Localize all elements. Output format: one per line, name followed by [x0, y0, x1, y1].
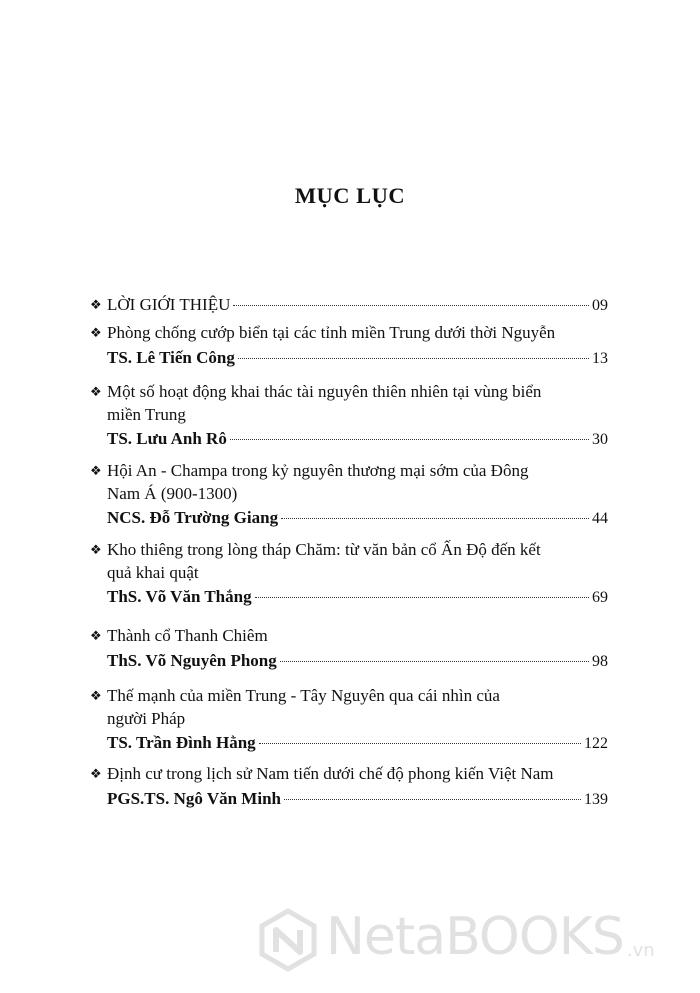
- toc-author: TS. Lưu Anh Rô: [107, 429, 227, 448]
- toc-title-line: người Pháp: [107, 709, 186, 728]
- toc-entry: [90, 685, 608, 755]
- page-number: 139: [584, 791, 608, 808]
- bullet-icon: ❖: [90, 463, 102, 478]
- toc-author: TS. Lê Tiến Công: [107, 348, 235, 367]
- page-number: 13: [592, 350, 608, 367]
- page-number: 09: [592, 297, 608, 314]
- toc-entry: [90, 381, 608, 451]
- toc-entry: [90, 294, 608, 317]
- dot-leader: [255, 597, 589, 598]
- bullet-icon: ❖: [90, 325, 102, 340]
- toc-title-line: Kho thiêng trong lòng tháp Chăm: từ văn bản cổ Ấn Độ đến kết: [107, 540, 541, 559]
- toc-entry: [90, 460, 608, 530]
- dot-leader: [280, 661, 589, 662]
- dot-leader: [259, 743, 581, 744]
- bullet-icon: ❖: [90, 542, 102, 557]
- dot-leader: [233, 305, 589, 306]
- watermark-suffix: .vn: [626, 939, 655, 961]
- toc-entry: [90, 322, 608, 370]
- toc-author: PGS.TS. Ngô Văn Minh: [107, 789, 281, 808]
- dot-leader: [284, 799, 581, 800]
- toc-title-line: miền Trung: [107, 405, 186, 424]
- toc-author: NCS. Đỗ Trường Giang: [107, 508, 279, 527]
- page-number: 69: [592, 589, 608, 606]
- toc-title-line: Thành cổ Thanh Chiêm: [107, 626, 268, 645]
- dot-leader: [281, 518, 589, 519]
- dot-leader: [238, 358, 589, 359]
- toc-author: TS. Trần Đình Hằng: [107, 733, 256, 752]
- toc-title-line: Một số hoạt động khai thác tài nguyên thiên nhiên tại vùng biển: [107, 382, 542, 401]
- toc-title-line: LỜI GIỚI THIỆU: [107, 295, 231, 314]
- bullet-icon: ❖: [90, 628, 102, 643]
- watermark: [258, 905, 700, 975]
- toc-title-line: Nam Á (900-1300): [107, 484, 238, 503]
- toc-title-line: quả khai quật: [107, 563, 199, 582]
- toc-author: ThS. Võ Nguyên Phong: [107, 651, 277, 670]
- page-number: 98: [592, 653, 608, 670]
- toc-title-line: Hội An - Champa trong kỷ nguyên thương mại sớm của Đông: [107, 461, 529, 480]
- toc-entry: [90, 625, 608, 673]
- toc-entry: [90, 763, 608, 811]
- toc-author: ThS. Võ Văn Thắng: [107, 587, 252, 606]
- toc-title-line: Phòng chống cướp biển tại các tỉnh miền Trung dưới thời Nguyễn: [107, 323, 556, 342]
- toc-entry: [90, 539, 608, 609]
- bullet-icon: ❖: [90, 766, 102, 781]
- bullet-icon: ❖: [90, 688, 102, 703]
- page-number: 30: [592, 431, 608, 448]
- netabooks-logo-icon: [258, 908, 318, 972]
- page-number: 44: [592, 510, 608, 527]
- toc-title-line: Thế mạnh của miền Trung - Tây Nguyên qua cái nhìn của: [107, 686, 500, 705]
- bullet-icon: ❖: [90, 297, 102, 312]
- bullet-icon: ❖: [90, 384, 102, 399]
- dot-leader: [230, 439, 589, 440]
- watermark-brand: NetaBOOKS: [326, 907, 624, 967]
- page-title: MỤC LỤC: [294, 183, 406, 208]
- page-number: 122: [584, 735, 608, 752]
- toc-title-line: Định cư trong lịch sử Nam tiến dưới chế độ phong kiến Việt Nam: [107, 764, 554, 783]
